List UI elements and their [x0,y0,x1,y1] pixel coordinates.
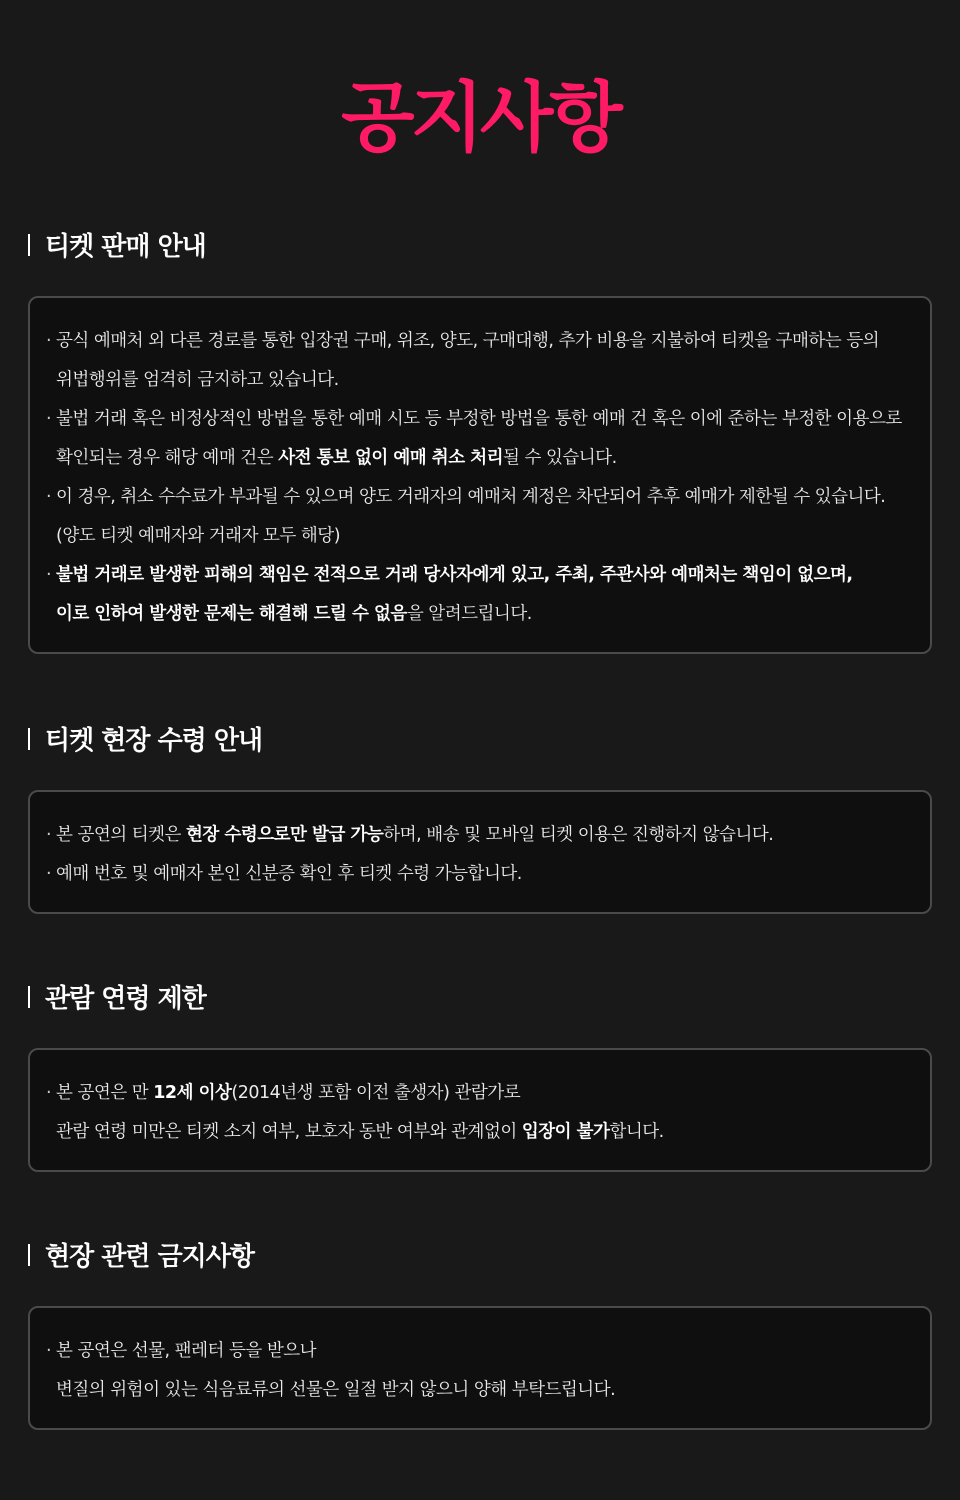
notice-line [46,439,914,478]
section-ticket-pickup [28,718,932,914]
section-heading-text: 관람 연령 제한 [45,983,206,1014]
notice-text: 이 경우, 취소 수수료가 부과될 수 있으며 양도 거래자의 예매처 계정은 차단되어 추후 예매가 제한될 수 있습니다. [56,487,886,507]
notice-text: 합니다. [609,1122,664,1142]
bullet: · [46,825,52,845]
notice-text: 될 수 있습니다. [503,448,617,468]
section-heading-text: 현장 관련 금지사항 [45,1241,255,1272]
notice-text: 변질의 위험이 있는 식음료류의 선물은 일절 받지 않으니 양해 부탁드립니다. [56,1380,616,1400]
section-heading [28,976,932,1016]
section-venue-prohibitions [28,1234,932,1430]
notice-text: 예매 번호 및 예매자 본인 신분증 확인 후 티켓 수령 가능합니다. [56,864,522,884]
section-heading-text: 티켓 현장 수령 안내 [45,725,263,756]
section-age-restriction [28,976,932,1172]
notice-line [46,595,914,634]
notice-emphasis: 불법 거래로 발생한 피해의 책임은 전적으로 거래 당사자에게 있고, 주최, 주관사와 예매처는 책임이 없으며, [56,565,853,585]
heading-bar [28,234,30,256]
section-ticket-sales [28,224,932,654]
section-heading [28,224,932,264]
notice-box [28,296,932,654]
notice-emphasis: 현장 수령으로만 발급 가능 [186,825,384,845]
bullet: · [46,1341,52,1361]
section-heading [28,1234,932,1274]
notice-line [46,855,914,894]
notice-text: 본 공연은 만 [56,1083,154,1103]
bullet: · [46,409,52,429]
notice-text: 위법행위를 엄격히 금지하고 있습니다. [56,370,339,390]
heading-bar [28,1244,30,1266]
notice-line [46,478,914,517]
notice-text: 불법 거래 혹은 비정상적인 방법을 통한 예매 시도 등 부정한 방법을 통한 예매 건 혹은 이에 준하는 부정한 이용으로 [56,409,902,429]
section-heading [28,718,932,758]
notice-line [46,400,914,439]
notice-box [28,1048,932,1172]
notice-text: 관람 연령 미만은 티켓 소지 여부, 보호자 동반 여부와 관계없이 [56,1122,522,1142]
page-title: 공지사항 [341,73,619,162]
bullet: · [46,565,52,585]
notice-text: 하며, 배송 및 모바일 티켓 이용은 진행하지 않습니다. [383,825,774,845]
notice-line [46,322,914,361]
bullet: · [46,1083,52,1103]
notice-box [28,790,932,914]
bullet: · [46,331,52,351]
notice-line [46,517,914,556]
notice-emphasis: 사전 통보 없이 예매 취소 처리 [278,448,504,468]
notice-text: (2014년생 포함 이전 출생자) 관람가로 [231,1083,521,1103]
notice-box [28,1306,932,1430]
notice-text: 을 알려드립니다. [406,604,532,624]
notice-emphasis: 입장이 불가 [521,1122,610,1142]
heading-bar [28,986,30,1008]
notice-line [46,1371,914,1410]
section-heading-text: 티켓 판매 안내 [45,231,206,262]
notice-line [46,1332,914,1371]
bullet: · [46,864,52,884]
notice-line [46,361,914,400]
notice-text: 본 공연의 티켓은 [56,825,187,845]
notice-line [46,816,914,855]
notice-text: 확인되는 경우 해당 예매 건은 [56,448,279,468]
notice-emphasis: 이로 인하여 발생한 문제는 해결해 드릴 수 없음 [56,604,407,624]
bullet: · [46,487,52,507]
notice-text: (양도 티켓 예매자와 거래자 모두 해당) [56,526,341,546]
notice-text: 본 공연은 선물, 팬레터 등을 받으나 [56,1341,317,1361]
notice-line [46,556,914,595]
notice-text: 공식 예매처 외 다른 경로를 통한 입장권 구매, 위조, 양도, 구매대행, 추가 비용을 지불하여 티켓을 구매하는 등의 [56,331,880,351]
heading-bar [28,728,30,750]
notice-line [46,1074,914,1113]
notice-line [46,1113,914,1152]
notice-emphasis: 12세 이상 [153,1083,232,1103]
